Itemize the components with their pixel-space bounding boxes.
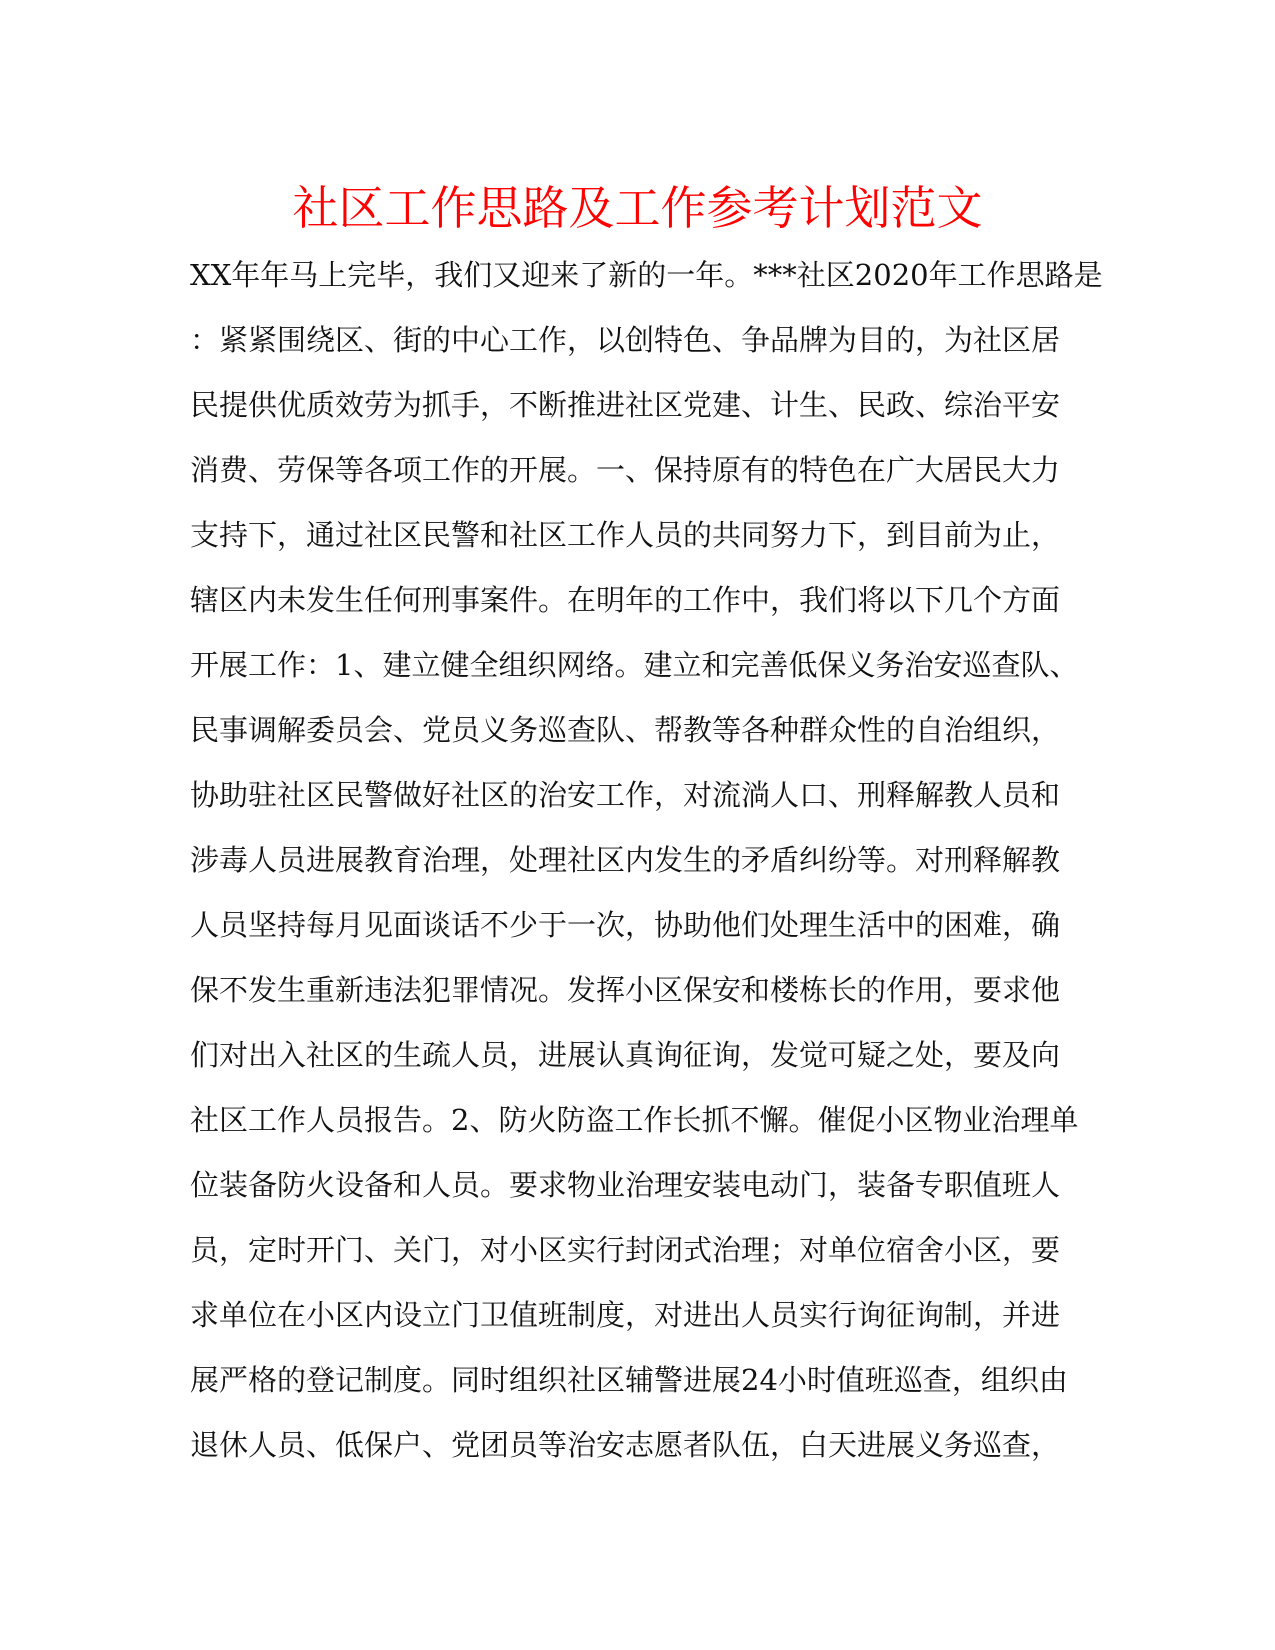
- body-line: 涉毒人员进展教育治理，处理社区内发生的矛盾纠纷等。对刑释解教: [190, 843, 1061, 877]
- body-line: 员，定时开门、关门，对小区实行封闭式治理；对单位宿舍小区，要: [190, 1233, 1061, 1267]
- document-body: [190, 243, 1103, 1478]
- body-line: 消费、劳保等各项工作的开展。一、保持原有的特色在广大居民大力: [190, 453, 1061, 487]
- body-line: 人员坚持每月见面谈话不少于一次，协助他们处理生活中的困难，确: [190, 908, 1061, 942]
- body-line: ：紧紧围绕区、街的中心工作，以创特色、争品牌为目的，为社区居: [190, 323, 1061, 357]
- body-line: 退休人员、低保户、党团员等治安志愿者队伍，白天进展义务巡查，: [190, 1428, 1061, 1462]
- document-title: 社区工作思路及工作参考计划范文: [292, 181, 983, 235]
- body-line: 位装备防火设备和人员。要求物业治理安装电动门，装备专职值班人: [190, 1168, 1061, 1202]
- body-line: 辖区内未发生任何刑事案件。在明年的工作中，我们将以下几个方面: [190, 583, 1061, 617]
- body-line: 社区工作人员报告。2、防火防盗工作长抓不懈。催促小区物业治理单: [190, 1103, 1079, 1137]
- body-line: 求单位在小区内设立门卫值班制度，对进出人员实行询征询制，并进: [190, 1298, 1061, 1332]
- body-line: XX年年马上完毕，我们又迎来了新的一年。***社区2020年工作思路是: [190, 258, 1103, 292]
- body-line: 民事调解委员会、党员义务巡查队、帮教等各种群众性的自治组织，: [190, 713, 1061, 747]
- body-line: 民提供优质效劳为抓手，不断推进社区党建、计生、民政、综治平安: [190, 388, 1061, 422]
- body-line: 展严格的登记制度。同时组织社区辅警进展24小时值班巡查，组织由: [190, 1363, 1068, 1397]
- body-line: 们对出入社区的生疏人员，进展认真询征询，发觉可疑之处，要及向: [190, 1038, 1061, 1072]
- body-line: 协助驻社区民警做好社区的治安工作，对流淌人口、刑释解教人员和: [190, 778, 1061, 812]
- body-line: 支持下，通过社区民警和社区工作人员的共同努力下，到目前为止，: [190, 518, 1061, 552]
- body-line: 保不发生重新违法犯罪情况。发挥小区保安和楼栋长的作用，要求他: [190, 973, 1061, 1007]
- body-line: 开展工作：1、建立健全组织网络。建立和完善低保义务治安巡查队、: [190, 648, 1079, 682]
